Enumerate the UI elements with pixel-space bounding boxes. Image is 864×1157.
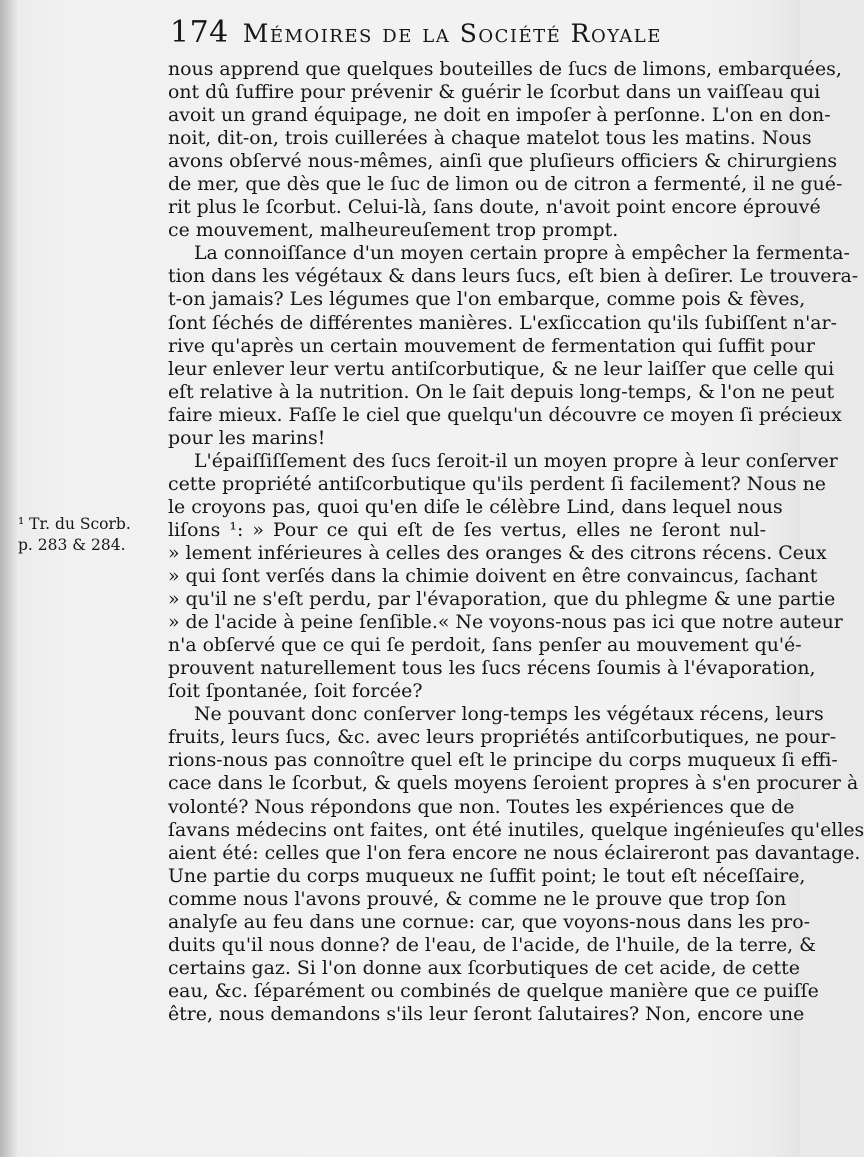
text-line: analyſe au feu dans une cornue: car, que voyons-nous dans les pro- <box>168 910 810 933</box>
text-line: avons obſervé nous-mêmes, ainſi que pluſieurs officiers & chirurgiens <box>168 150 838 173</box>
text-line: être, nous demandons s'ils leur ſeront ſalutaires? Non, encore une <box>168 1002 805 1025</box>
marginal-note <box>18 514 162 556</box>
text-line: » qui ſont verſés dans la chimie doivent en être convaincus, ſachant <box>168 565 818 588</box>
text-line: cace dans le ſcorbut, & quels moyens ſeroient propres à s'en procurer à <box>168 772 859 795</box>
text-line: faire mieux. Faſſe le ciel que quelqu'un découvre ce moyen ſi précieux <box>168 403 842 426</box>
text-line: L'épaiſſiſſement des ſucs ſeroit-il un moyen propre à leur conſerver <box>194 449 838 472</box>
text-line: ont dû ſuffire pour prévenir & guérir le ſcorbut dans un vaiſſeau qui <box>168 81 821 104</box>
text-line: » lement inférieures à celles des oranges & des citrons récens. Ceux <box>168 541 827 564</box>
page-number: 174 <box>170 15 229 50</box>
text-line: eau, &c. ſéparément ou combinés de quelque manière que ce puiſſe <box>168 979 819 1002</box>
text-line: de mer, que dès que le ſuc de limon ou de citron a fermenté, il ne gué- <box>168 173 843 196</box>
text-line: ſoit ſpontanée, ſoit forcée? <box>168 680 423 703</box>
text-body <box>168 58 864 1038</box>
marginal-note-line: p. 283 & 284. <box>18 536 126 554</box>
text-line: rive qu'après un certain mouvement de fermentation qui ſuffit pour <box>168 334 815 357</box>
text-line: eſt relative à la nutrition. On le ſait depuis long-temps, & l'on ne peut <box>168 380 835 403</box>
running-title: Mémoires de la Société Royale <box>242 19 662 48</box>
text-line: volonté? Nous répondons que non. Toutes les expériences que de <box>168 795 795 818</box>
text-line: Une partie du corps muqueux ne ſuffit point; le tout eſt néceſſaire, <box>168 864 806 887</box>
text-line: La connoiſſance d'un moyen certain propre à empêcher la fermenta- <box>194 242 850 265</box>
text-line: tion dans les végétaux & dans leurs ſucs, eſt bien à deſirer. Le trouvera- <box>168 265 859 288</box>
text-line: duits qu'il nous donne? de l'eau, de l'acide, de l'huile, de la terre, & <box>168 933 816 956</box>
text-line: aient été: celles que l'on fera encore ne nous éclaireront pas davantage. <box>168 841 861 864</box>
text-line: n'a obſervé que ce qui ſe perdoit, ſans penſer au mouvement qu'é- <box>168 634 802 657</box>
text-line: cette propriété antiſcorbutique qu'ils perdent ſi facilement? Nous ne <box>168 472 826 495</box>
page-header <box>170 15 710 58</box>
text-line: t-on jamais? Les légumes que l'on embarque, comme pois & fèves, <box>168 288 806 311</box>
text-line: prouvent naturellement tous les ſucs récens ſoumis à l'évaporation, <box>168 657 816 680</box>
text-line: ce mouvement, malheureuſement trop prompt. <box>168 219 619 242</box>
text-line: certains gaz. Si l'on donne aux ſcorbutiques de cet acide, de cette <box>168 956 800 979</box>
text-line: rions-nous pas connoître quel eſt le principe du corps muqueux ſi effi- <box>168 749 838 772</box>
text-line: fruits, leurs ſucs, &c. avec leurs propriétés antiſcorbutiques, ne pour- <box>168 726 837 749</box>
scan-gutter-shadow <box>0 0 18 1157</box>
text-line: nous apprend que quelques bouteilles de ſucs de limons, embarquées, <box>168 58 842 80</box>
text-line: avoit un grand équipage, ne doit en impoſer à perſonne. L'on en don- <box>168 104 831 127</box>
text-line: ſavans médecins ont faites, ont été inutiles, quelque ingénieuſes qu'elles <box>168 818 864 841</box>
text-line: ſont ſéchés de différentes manières. L'exſiccation qu'ils ſubiſſent n'ar- <box>168 311 837 334</box>
text-line: comme nous l'avons prouvé, & comme ne le prouve que trop ſon <box>168 887 787 910</box>
text-line: noit, dit-on, trois cuillerées à chaque matelot tous les matins. Nous <box>168 127 812 150</box>
text-line: leur enlever leur vertu antiſcorbutique, & ne leur laiſſer que celle qui <box>168 357 835 380</box>
text-line: liſons ¹: » Pour ce qui eſt de ſes vertus, elles ne ſeront nul- <box>168 518 766 541</box>
text-line: » qu'il ne s'eſt perdu, par l'évaporation, que du phlegme & une partie <box>168 588 836 611</box>
marginal-note-line: ¹ Tr. du Scorb. <box>18 515 131 533</box>
text-line: le croyons pas, quoi qu'en diſe le célèbre Lind, dans lequel nous <box>168 495 783 518</box>
text-line: » de l'acide à peine ſenſible.« Ne voyons-nous pas ici que notre auteur <box>168 611 843 634</box>
text-line: pour les marins! <box>168 426 326 449</box>
text-line: rit plus le ſcorbut. Celui-là, ſans doute, n'avoit point encore éprouvé <box>168 196 821 219</box>
text-line: Ne pouvant donc conſerver long-temps les végétaux récens, leurs <box>194 703 824 726</box>
